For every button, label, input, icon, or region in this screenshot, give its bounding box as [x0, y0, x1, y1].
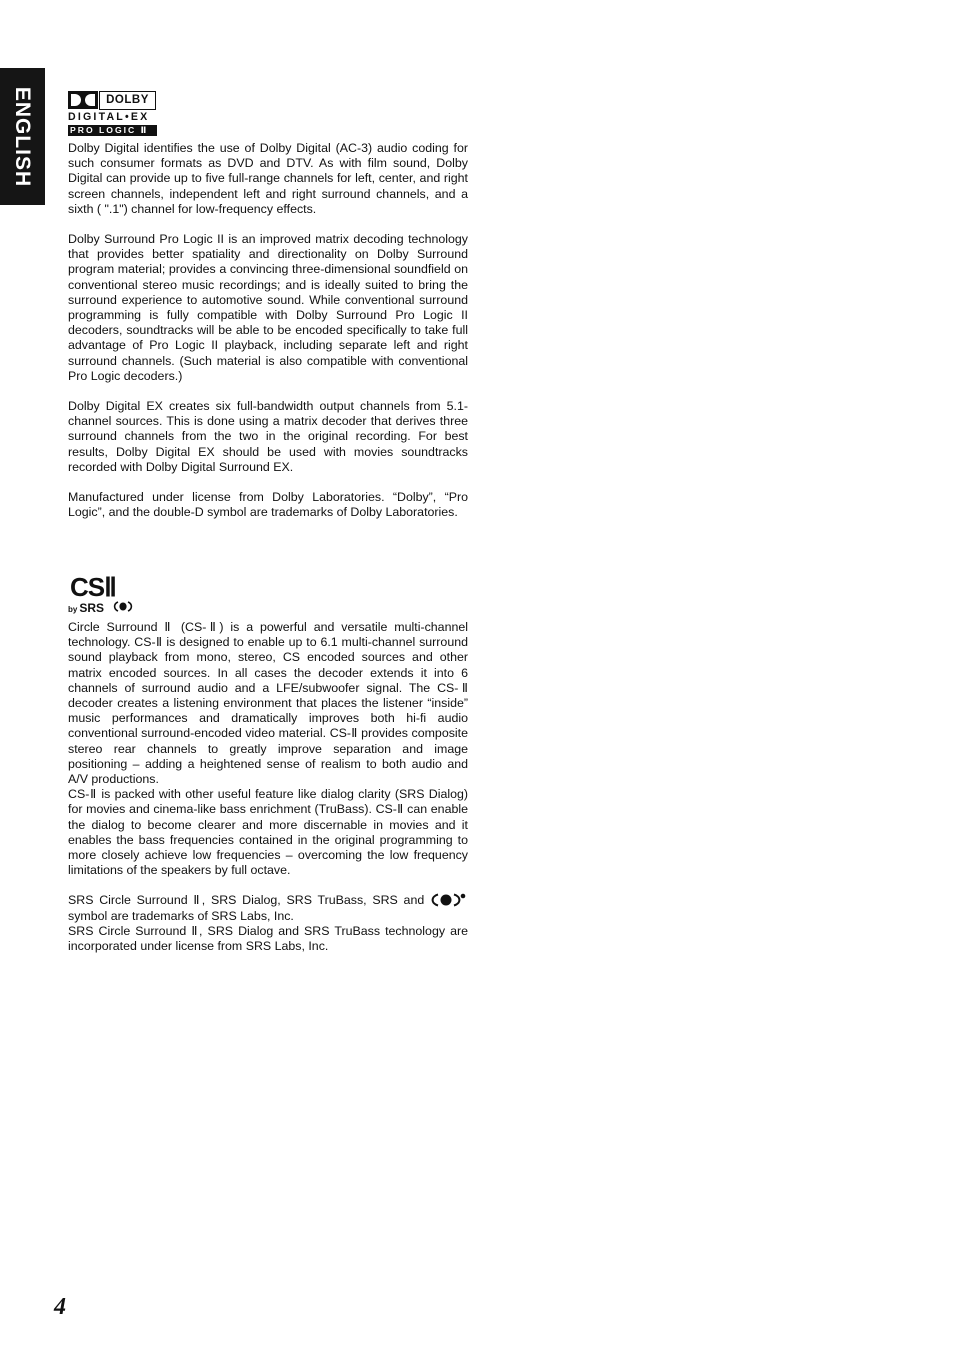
dolby-license-paragraph: Manufactured under license from Dolby Laboratories. “Dolby”, “Pro Logic”, and the double-D symbol are trademarks of Dolby Laboratories. [68, 490, 468, 520]
digital-ex-paragraph: Dolby Digital EX creates six full-bandwidth output channels from 5.1-channel sources. This is done using a matrix decoder that derives three surround channels from the two in the original recording. For best results, Dolby Digital EX should be used with movies soundtracks recorded with Dolby Digital Surround EX. [68, 399, 468, 474]
language-tab-label: ENGLISH [11, 86, 35, 187]
srs-trademark-paragraph [68, 893, 468, 923]
dolby-section [68, 141, 468, 520]
by-text: by [68, 605, 78, 614]
cs-ii-features-paragraph: CS-Ⅱ is packed with other useful feature like dialog clarity (SRS Dialog) for movies and cinema-like bass enrichment (TruBass). CS-Ⅱ can enable the dialog to become clearer and more discernable in movies and it enables the bass frequencies contained in the original programming to more closely achieve low frequencies – overcoming the low frequency limitations of the speakers by full octave. [68, 787, 468, 878]
dolby-digital-ex-logo [68, 91, 158, 137]
cs-ii-text: CSⅡ [70, 572, 116, 602]
circle-surround-section [68, 620, 468, 954]
cs-ii-intro-paragraph: Circle Surround Ⅱ (CS-Ⅱ) is a powerful and versatile multi-channel technology. CS-Ⅱ is designed to enable up to 6.1 multi-channel surround sound playback from mono, stereo, CS encoded sources and other matrix encoded sources. In all cases the decoder extends it into 6 channels of surround audio and a LFE/subwoofer signal. The CS-Ⅱ decoder creates a listening environment that places the listener “inside” music performances and dramatically improves both hi-fi audio conventional surround-encoded video material. CS-Ⅱ provides composite stereo rear channels to greatly improve separation and image positioning – adding a heightened sense of realism to both audio and A/V productions. [68, 620, 468, 787]
srs-trademark-text-1: SRS Circle Surround Ⅱ, SRS Dialog, SRS TruBass, SRS and [68, 893, 425, 908]
srs-trademark-text-2: symbol are trademarks of SRS Labs, Inc. [68, 908, 294, 923]
pro-logic-ii-paragraph: Dolby Surround Pro Logic II is an improved matrix decoding technology that provides better spatiality and directionality on Dolby Surround program material; provides a convincing three-dimensional soundfield on conventional stereo music recordings; and is ideally suited to bring the surround experience to automotive sound. While conventional surround programming is fully compatible with Dolby Surround Pro Logic II decoders, soundtracks will be able to be encoded specifically to take full advantage of Pro Logic II playback, including separate left and right surround channels. (Such material is also compatible with conventional Pro Logic decoders.) [68, 232, 468, 383]
double-d-icon [68, 91, 98, 109]
by-srs-text [68, 599, 104, 617]
dolby-brand-text: DOLBY [99, 91, 156, 110]
language-tab [0, 68, 45, 205]
digital-ex-text: DIGITAL•EX [68, 111, 150, 123]
srs-text: SRS [79, 601, 105, 615]
cs-ii-srs-logo [68, 572, 136, 615]
srs-license-paragraph: SRS Circle Surround Ⅱ, SRS Dialog and SRS TruBass technology are incorporated under license from SRS Labs, Inc. [68, 923, 468, 954]
srs-registered-symbol-icon [430, 893, 468, 907]
pro-logic-ii-text: PRO LOGIC Ⅱ [68, 125, 157, 136]
srs-symbol-icon [113, 601, 133, 612]
dolby-digital-paragraph: Dolby Digital identifies the use of Dolby Digital (AC-3) audio coding for such consumer formats as DVD and DTV. As with film sound, Dolby Digital can provide up to five full-range channels for left, center, and right screen channels, independent left and right surround channels, and a sixth ( ".1") channel for low-frequency effects. [68, 141, 468, 216]
page-number: 4 [54, 1294, 66, 1320]
